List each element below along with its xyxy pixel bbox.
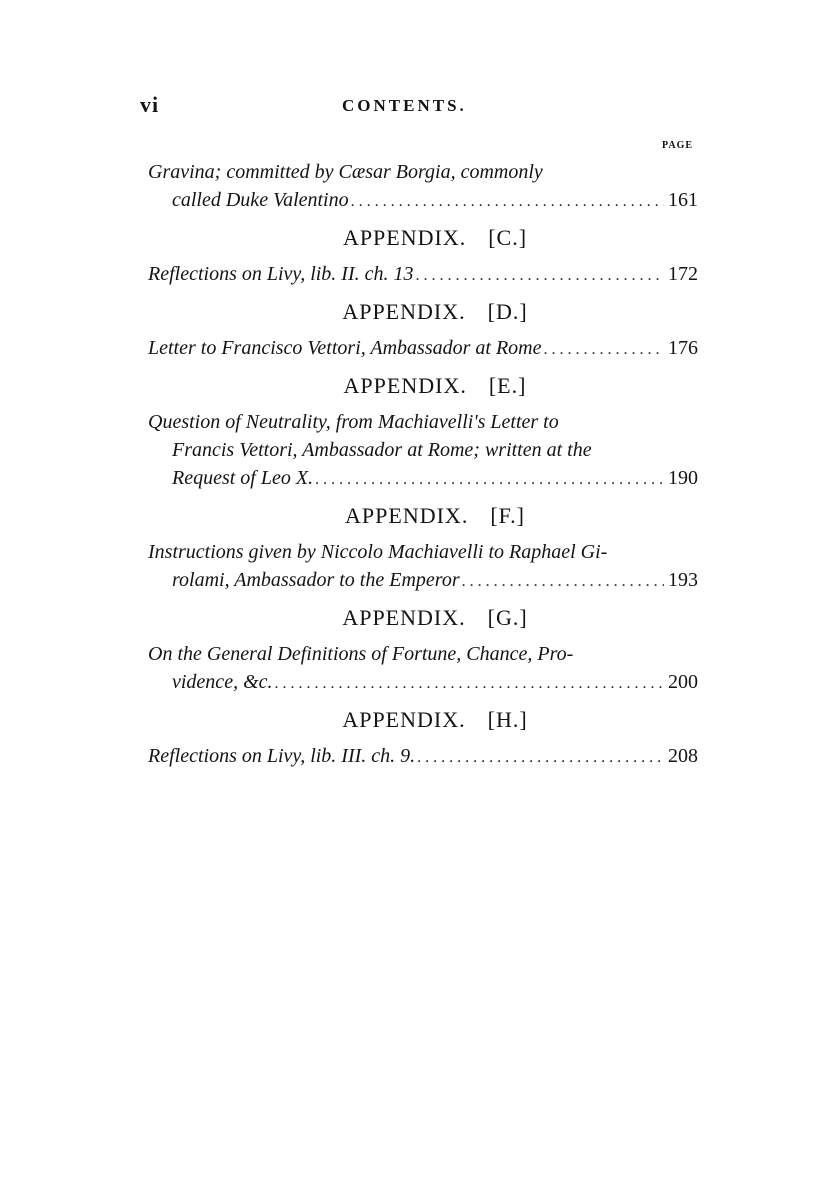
dot-leader	[544, 336, 665, 364]
entry-line	[148, 408, 698, 436]
entry-line	[148, 668, 698, 698]
appendix-heading	[148, 604, 698, 632]
page-number: vi	[140, 92, 160, 117]
contents-entry	[148, 640, 698, 698]
entry-text: Letter to Francisco Vettori, Ambassador at Rome	[148, 337, 542, 359]
contents-entry	[148, 408, 698, 494]
contents-entry	[148, 334, 698, 364]
appendix-letter: [G.]	[487, 605, 528, 630]
entry-line	[148, 260, 698, 290]
entry-text: Gravina; committed by Cæsar Borgia, commonly	[148, 161, 543, 183]
appendix-label: APPENDIX.	[343, 373, 467, 398]
entry-text: vidence, &c.	[172, 671, 273, 693]
entry-line	[148, 464, 698, 494]
running-title: CONTENTS.	[342, 96, 467, 115]
entry-page-number: 161	[668, 189, 698, 211]
dot-leader	[462, 568, 664, 596]
entry-text: Francis Vettori, Ambassador at Rome; written at the	[172, 439, 592, 461]
entry-line	[148, 436, 698, 464]
appendix-label: APPENDIX.	[342, 707, 466, 732]
contents-entry	[148, 742, 698, 772]
entry-text: Reflections on Livy, lib. II. ch. 13	[148, 263, 414, 285]
appendix-heading	[148, 298, 698, 326]
dot-leader	[315, 466, 664, 494]
entry-line	[148, 742, 698, 772]
appendix-heading	[148, 372, 698, 400]
entry-text: On the General Definitions of Fortune, Chance, Pro-	[148, 643, 574, 665]
entry-text: called Duke Valentino	[172, 189, 349, 211]
entry-page-number: 190	[668, 467, 698, 489]
entry-page-number: 208	[668, 745, 698, 767]
appendix-label: APPENDIX.	[345, 503, 469, 528]
entry-text: rolami, Ambassador to the Emperor	[172, 569, 460, 591]
appendix-letter: [F.]	[490, 503, 525, 528]
dot-leader	[275, 670, 665, 698]
appendix-label: APPENDIX.	[342, 299, 466, 324]
appendix-letter: [C.]	[488, 225, 528, 250]
page-header	[140, 92, 660, 122]
entry-line	[148, 158, 698, 186]
entry-page-number: 176	[668, 337, 698, 359]
entry-page-number: 172	[668, 263, 698, 285]
entry-text: Question of Neutrality, from Machiavelli's Letter to	[148, 411, 559, 433]
entry-line	[148, 566, 698, 596]
entry-text: Request of Leo X.	[172, 467, 314, 489]
appendix-letter: [E.]	[488, 373, 527, 398]
entry-page-number: 193	[668, 569, 698, 591]
appendix-heading	[148, 706, 698, 734]
entry-line	[148, 186, 698, 216]
dot-leader	[351, 188, 664, 216]
entry-line	[148, 538, 698, 566]
appendix-heading	[148, 224, 698, 252]
dot-leader	[416, 262, 665, 290]
page-column-label: PAGE	[662, 140, 694, 151]
dot-leader	[417, 744, 664, 772]
appendix-heading	[148, 502, 698, 530]
appendix-label: APPENDIX.	[342, 225, 467, 250]
table-of-contents	[148, 158, 698, 772]
entry-text: Instructions given by Niccolo Machiavelli to Raphael Gi-	[148, 541, 608, 563]
appendix-letter: [H.]	[487, 707, 528, 732]
contents-entry	[148, 538, 698, 596]
entry-line	[148, 334, 698, 364]
entry-line	[148, 640, 698, 668]
contents-entry	[148, 260, 698, 290]
appendix-label: APPENDIX.	[342, 605, 466, 630]
contents-entry	[148, 158, 698, 216]
entry-page-number: 200	[668, 671, 698, 693]
appendix-letter: [D.]	[487, 299, 528, 324]
entry-text: Reflections on Livy, lib. III. ch. 9.	[148, 745, 416, 767]
